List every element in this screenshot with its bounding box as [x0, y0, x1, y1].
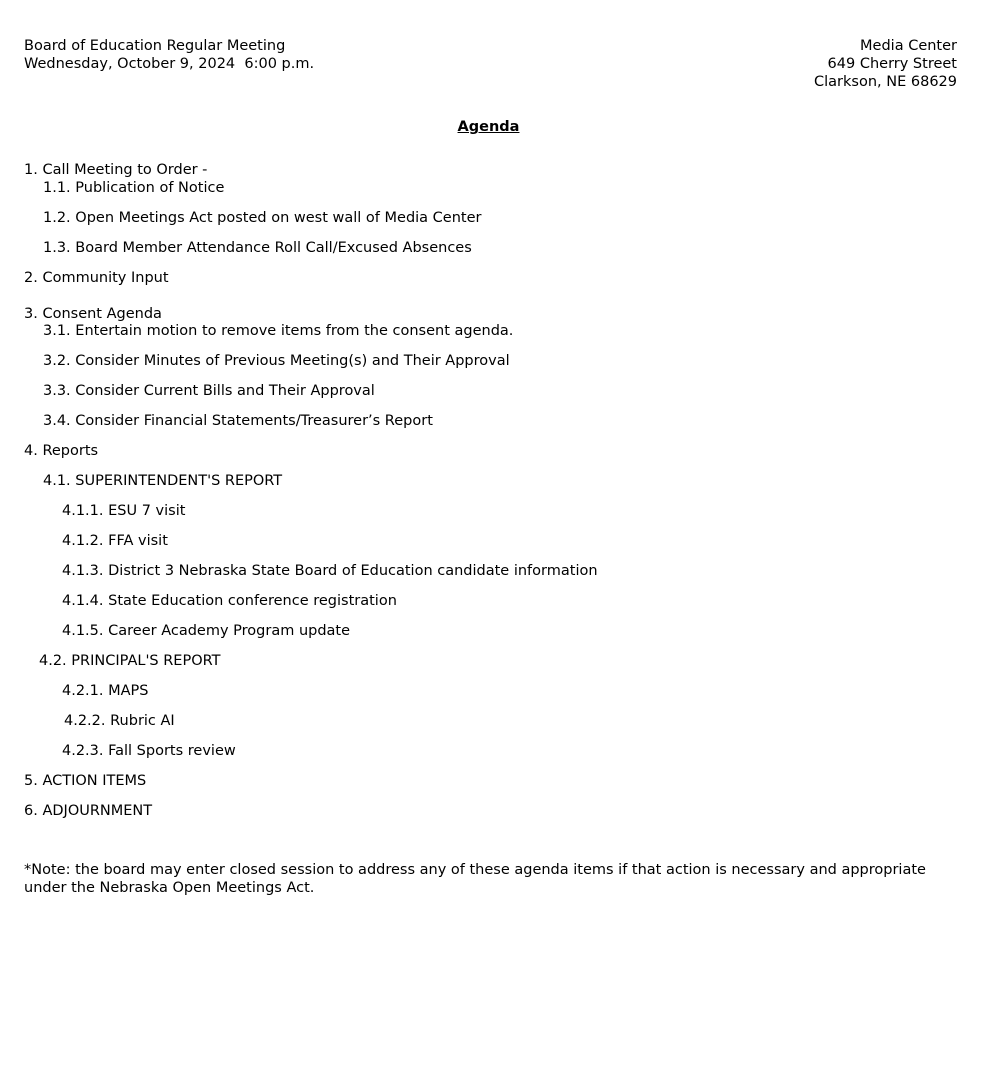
agenda-item-number: 1.1.: [43, 180, 71, 196]
agenda-item: [24, 161, 207, 179]
agenda-item-text: Consider Current Bills and Their Approval: [75, 383, 375, 399]
agenda-item: [62, 532, 168, 550]
agenda-item-number: 2.: [24, 270, 38, 286]
agenda-item-number: 3.2.: [43, 353, 71, 369]
agenda-item-text: Rubric AI: [110, 713, 175, 729]
agenda-item: [62, 622, 350, 640]
meeting-name: Board of Education Regular Meeting: [24, 38, 286, 54]
agenda-item: [43, 179, 224, 197]
closed-session-note: *Note: the board may enter closed session to address any of these agenda items if that action is necessary and appropriate under the Nebraska Open Meetings Act.: [24, 862, 926, 896]
agenda-item-number: 1.: [24, 162, 38, 178]
agenda-item-text: FFA visit: [108, 533, 168, 549]
agenda-item-text: ADJOURNMENT: [42, 803, 153, 819]
agenda-item: [43, 382, 375, 400]
agenda-item-text: Board Member Attendance Roll Call/Excused Absences: [75, 240, 472, 256]
agenda-item-number: 4.1.5.: [62, 623, 104, 639]
agenda-item: [43, 472, 282, 490]
agenda-item-number: 4.1.: [43, 473, 71, 489]
agenda-item-number: 3.4.: [43, 413, 71, 429]
agenda-item: [62, 592, 397, 610]
agenda-item: [43, 239, 472, 257]
agenda-item-text: Open Meetings Act posted on west wall of Media Center: [75, 210, 482, 226]
agenda-item: [24, 802, 152, 820]
agenda-item-number: 4.2.1.: [62, 683, 104, 699]
agenda-item-number: 4.2.: [39, 653, 67, 669]
agenda-item-number: 3.: [24, 306, 38, 322]
agenda-item-number: 4.1.1.: [62, 503, 104, 519]
agenda-item: [62, 742, 236, 760]
agenda-item-text: Community Input: [42, 270, 169, 286]
agenda-item-number: 1.3.: [43, 240, 71, 256]
agenda-item-number: 4.: [24, 443, 38, 459]
location-street: 649 Cherry Street: [827, 56, 957, 72]
agenda-item-text: District 3 Nebraska State Board of Education candidate information: [108, 563, 598, 579]
agenda-item-number: 3.1.: [43, 323, 71, 339]
agenda-item-number: 6.: [24, 803, 38, 819]
agenda-item: [62, 502, 185, 520]
agenda-item: [43, 352, 510, 370]
agenda-item-text: Consent Agenda: [42, 306, 162, 322]
agenda-item-number: 5.: [24, 773, 38, 789]
agenda-item-text: Entertain motion to remove items from the consent agenda.: [75, 323, 514, 339]
agenda-item: [24, 442, 98, 460]
agenda-item-number: 4.1.4.: [62, 593, 104, 609]
agenda-item: [64, 712, 175, 730]
agenda-item-text: MAPS: [108, 683, 149, 699]
agenda-item-number: 4.2.2.: [64, 713, 106, 729]
agenda-item-text: ACTION ITEMS: [42, 773, 147, 789]
agenda-item: [39, 652, 221, 670]
agenda-title: Agenda: [457, 119, 520, 135]
agenda-item-text: Consider Minutes of Previous Meeting(s) and Their Approval: [75, 353, 510, 369]
agenda-item-number: 1.2.: [43, 210, 71, 226]
location-city: Clarkson, NE 68629: [814, 74, 957, 90]
agenda-item: [62, 562, 598, 580]
meeting-info: [24, 37, 314, 73]
agenda-item-text: Fall Sports review: [108, 743, 236, 759]
location-venue: Media Center: [860, 38, 957, 54]
agenda-item-number: 4.1.3.: [62, 563, 104, 579]
agenda-item-text: PRINCIPAL'S REPORT: [71, 653, 221, 669]
agenda-item-number: 4.1.2.: [62, 533, 104, 549]
agenda-item-text: Publication of Notice: [75, 180, 225, 196]
meeting-location: [814, 37, 957, 91]
agenda-item-number: 4.2.3.: [62, 743, 104, 759]
agenda-item: [24, 269, 169, 287]
agenda-item-text: Career Academy Program update: [108, 623, 351, 639]
agenda-item-text: Consider Financial Statements/Treasurer’s Report: [75, 413, 433, 429]
agenda-item: [24, 772, 146, 790]
agenda-item: [43, 412, 433, 430]
agenda-item-text: Reports: [42, 443, 99, 459]
agenda-item: [62, 682, 149, 700]
agenda-item-text: SUPERINTENDENT'S REPORT: [75, 473, 283, 489]
agenda-item: [43, 209, 481, 227]
agenda-item: [24, 305, 162, 323]
meeting-datetime: Wednesday, October 9, 2024 6:00 p.m.: [24, 56, 315, 72]
agenda-item-text: State Education conference registration: [108, 593, 397, 609]
agenda-item-text: Call Meeting to Order -: [42, 162, 208, 178]
agenda-item: [43, 322, 513, 340]
agenda-item-text: ESU 7 visit: [108, 503, 186, 519]
agenda-item-number: 3.3.: [43, 383, 71, 399]
